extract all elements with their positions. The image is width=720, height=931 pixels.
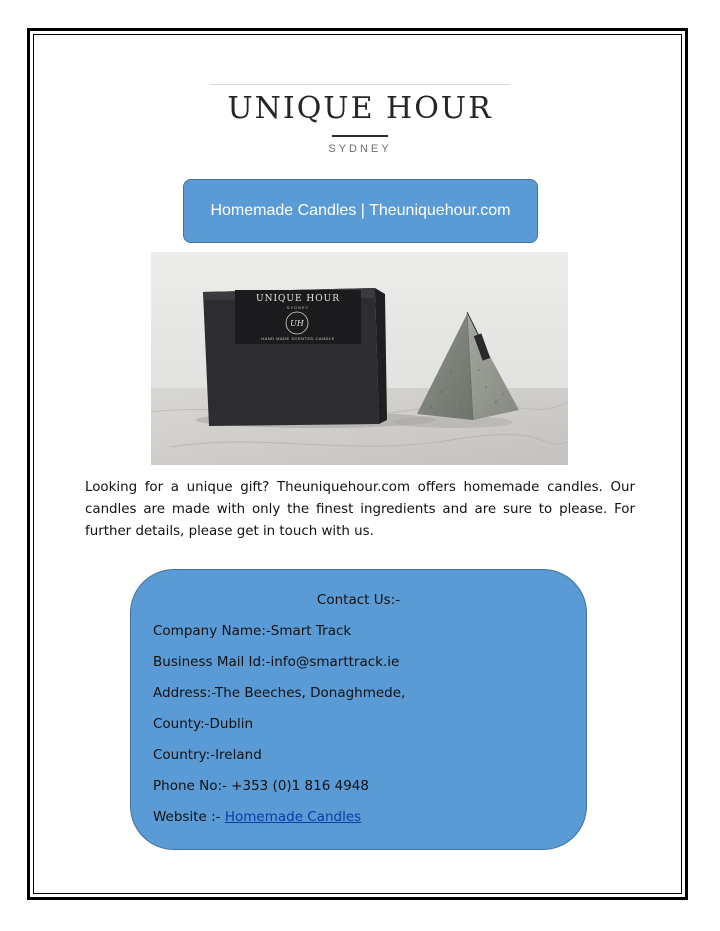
- candle-label-monogram: UH: [290, 319, 304, 328]
- contact-heading: Contact Us:-: [316, 592, 401, 608]
- contact-address: Address:-The Beeches, Donaghmede,: [153, 685, 406, 701]
- contact-box: [130, 569, 587, 850]
- contact-website: [153, 808, 361, 826]
- contact-mail: Business Mail Id:-info@smarttrack.ie: [153, 654, 400, 670]
- contact-website-prefix: Website :-: [153, 809, 225, 825]
- intro-paragraph: Looking for a unique gift? Theuniquehour.com offers homemade candles. Our candles are made with only the finest ingredients and are sure to please. For further details, please get in touch with us.: [85, 480, 635, 539]
- contact-company: Company Name:-Smart Track: [153, 623, 352, 639]
- product-photo: [151, 252, 568, 465]
- logo-subtitle: SYDNEY: [328, 143, 392, 155]
- candle-label-brand: UNIQUE HOUR: [256, 294, 340, 304]
- contact-phone: Phone No:- +353 (0)1 816 4948: [153, 778, 369, 794]
- website-link[interactable]: Homemade Candles: [224, 809, 362, 825]
- logo-divider: [332, 135, 388, 137]
- product-photo-illustration: [151, 252, 568, 465]
- brand-logo: [208, 84, 512, 155]
- title-banner: [183, 179, 538, 243]
- logo-name: UNIQUE HOUR: [227, 91, 493, 126]
- candle-label-city: SYDNEY: [286, 305, 310, 310]
- title-banner-label: Homemade Candles | Theuniquehour.com: [210, 202, 511, 219]
- contact-county: County:-Dublin: [153, 716, 254, 732]
- contact-country: Country:-Ireland: [153, 747, 262, 763]
- candle-label-tagline: HAND MADE SCENTED CANDLE: [261, 336, 335, 341]
- logo-top-line: [210, 84, 510, 85]
